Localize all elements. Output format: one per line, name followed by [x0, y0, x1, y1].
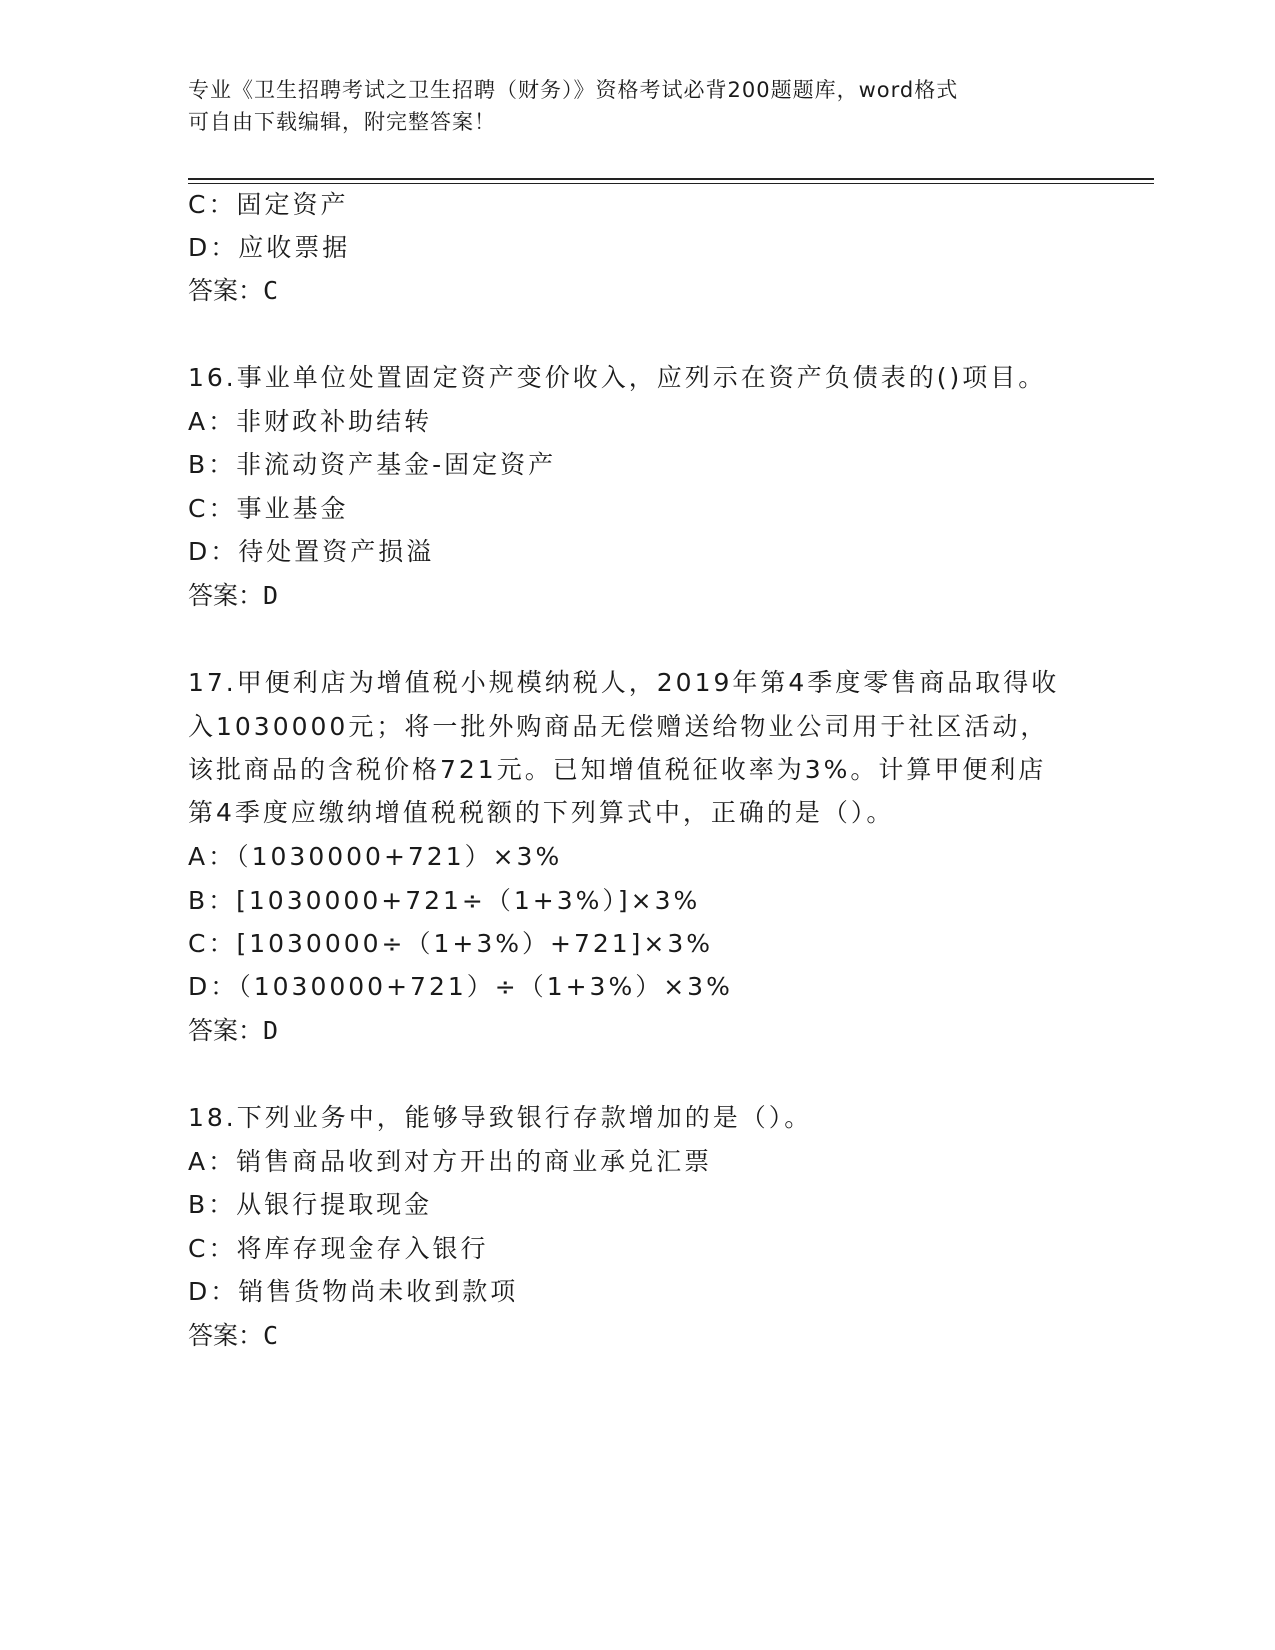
document-header — [188, 74, 1088, 138]
header-line-2: 可自由下载编辑，附完整答案！ — [188, 110, 496, 134]
q17-question-line-2: 入1030000元；将一批外购商品无偿赠送给物业公司用于社区活动， — [188, 712, 1049, 741]
q18-option-a: A：销售商品收到对方开出的商业承兑汇票 — [188, 1147, 713, 1176]
q16-option-c: C：事业基金 — [188, 494, 349, 523]
q17-option-d: D：（1030000+721）÷（1+3%）×3% — [188, 972, 733, 1001]
answer-value: C — [263, 276, 279, 305]
answer-label: 答案： — [188, 581, 264, 610]
q17-question-line-4: 第4季度应缴纳增值税税额的下列算式中，正确的是（）。 — [188, 798, 895, 827]
q16-option-a: A：非财政补助结转 — [188, 407, 433, 436]
q16-answer — [188, 581, 278, 611]
q16-option-b: B：非流动资产基金-固定资产 — [188, 450, 557, 479]
q17-question-line-1: 17.甲便利店为增值税小规模纳税人，2019年第4季度零售商品取得收 — [188, 668, 1060, 697]
q16-option-d: D：待处置资产损溢 — [188, 537, 435, 566]
q18-option-b: B：从银行提取现金 — [188, 1190, 433, 1219]
q17-question-line-3: 该批商品的含税价格721元。已知增值税征收率为3%。计算甲便利店 — [188, 755, 1047, 784]
header-line-1: 专业《卫生招聘考试之卫生招聘（财务）》资格考试必背200题题库，word格式 — [188, 78, 959, 102]
header-divider-thick — [188, 178, 1154, 180]
q15-answer — [188, 276, 278, 306]
q18-option-d: D：销售货物尚未收到款项 — [188, 1277, 519, 1306]
q15-option-c: C：固定资产 — [188, 190, 349, 219]
answer-value: C — [263, 1321, 279, 1350]
q16-question: 16.事业单位处置固定资产变价收入，应列示在资产负债表的()项目。 — [188, 363, 1047, 392]
q15-option-d: D：应收票据 — [188, 233, 351, 262]
answer-value: D — [263, 1016, 279, 1045]
q17-option-b: B：[1030000+721÷（1+3%）]×3% — [188, 886, 701, 915]
q17-option-c: C：[1030000÷（1+3%）+721]×3% — [188, 929, 714, 958]
q18-answer — [188, 1321, 278, 1351]
q18-option-c: C：将库存现金存入银行 — [188, 1234, 489, 1263]
q17-answer — [188, 1016, 278, 1046]
header-divider-thin — [188, 183, 1154, 184]
q18-question: 18.下列业务中，能够导致银行存款增加的是（）。 — [188, 1103, 813, 1132]
q17-option-a: A：（1030000+721）×3% — [188, 842, 563, 871]
answer-label: 答案： — [188, 276, 264, 305]
answer-value: D — [263, 581, 279, 610]
answer-label: 答案： — [188, 1321, 264, 1350]
answer-label: 答案： — [188, 1016, 264, 1045]
